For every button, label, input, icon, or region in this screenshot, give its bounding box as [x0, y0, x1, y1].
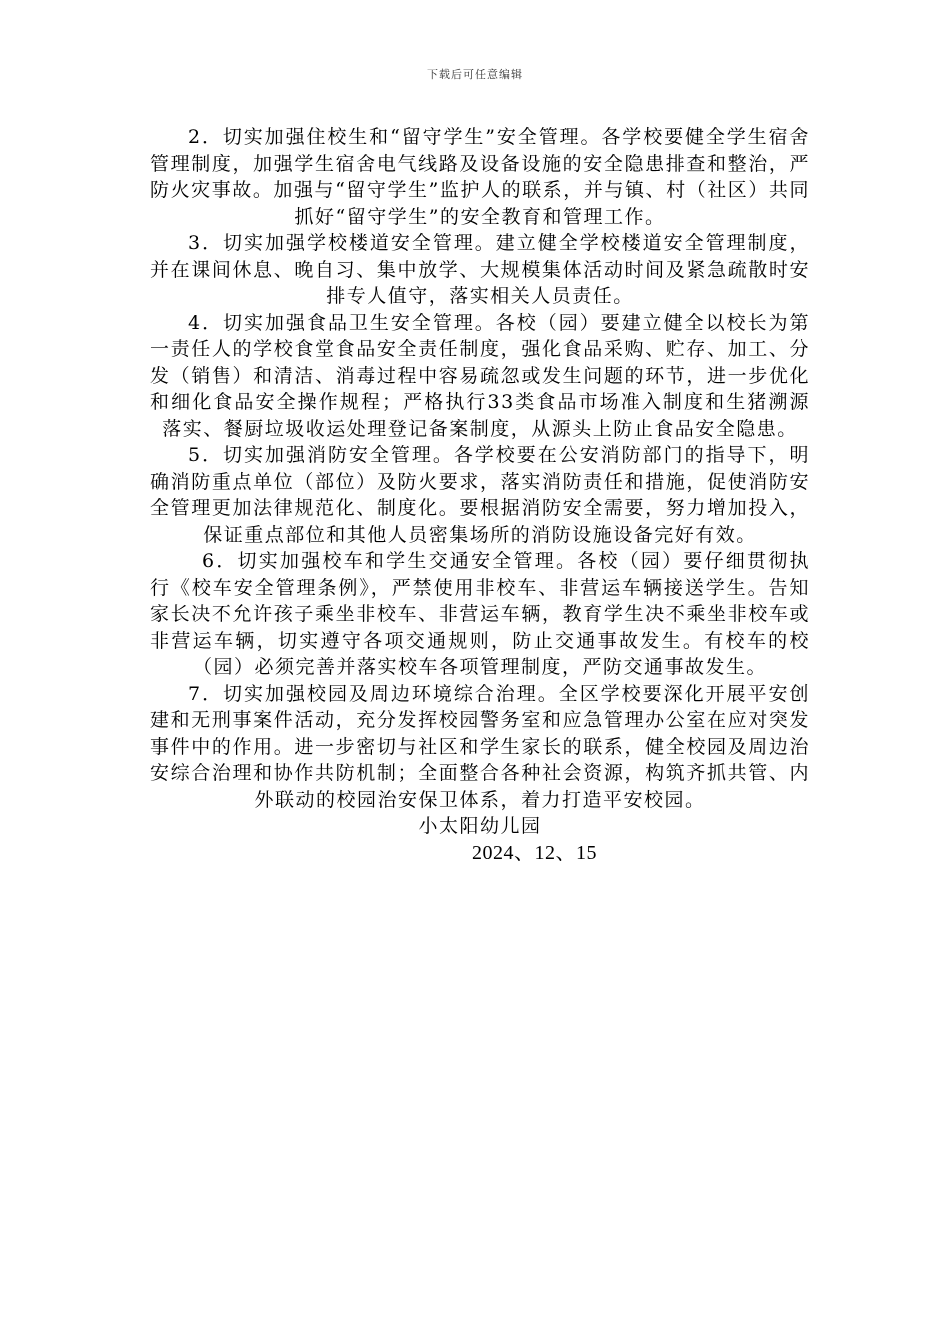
paragraph-item-2: 2．切实加强住校生和“留守学生”安全管理。各学校要健全学生宿舍管理制度，加强学生宿舍电气线路及设备设施的安全隐患排查和整治，严防火灾事故。加强与“留守学生”监护人的联系，并与镇、村（社区）共同抓好“留守学生”的安全教育和管理工作。: [150, 126, 810, 228]
paragraph-item-7: 7．切实加强校园及周边环境综合治理。全区学校要深化开展平安创建和无刑事案件活动，充分发挥校园警务室和应急管理办公室在应对突发事件中的作用。进一步密切与社区和学生家长的联系，健全校园及周边治安综合治理和协作共防机制；全面整合各种社会资源，构筑齐抓共管、内外联动的校园治安保卫体系，着力打造平安校园。: [150, 682, 810, 811]
paragraph-item-4: 4．切实加强食品卫生安全管理。各校（园）要建立健全以校长为第一责任人的学校食堂食品安全责任制度，强化食品采购、贮存、加工、分发（销售）和清洁、消毒过程中容易疏忽或发生问题的环节，进一步优化和细化食品安全操作规程；严格执行33类食品市场准入制度和生猪溯源落实、餐厨垃圾收运处理登记备案制度，从源头上防止食品安全隐患。: [150, 311, 810, 440]
signature-date: 2024、12、15: [472, 841, 597, 864]
signature-organization: 小太阳幼儿园: [418, 815, 542, 837]
paragraph-item-5: 5．切实加强消防安全管理。各学校要在公安消防部门的指导下，明确消防重点单位（部位）及防火要求，落实消防责任和措施，促使消防安全管理更加法律规范化、制度化。要根据消防安全需要，努力增加投入，保证重点部位和其他人员密集场所的消防设施设备完好有效。: [150, 444, 810, 546]
paragraph-item-3: 3．切实加强学校楼道安全管理。建立健全学校楼道安全管理制度，并在课间休息、晚自习、集中放学、大规模集体活动时间及紧急疏散时安排专人值守，落实相关人员责任。: [150, 232, 810, 307]
page-header-note: 下载后可任意编辑: [427, 68, 523, 81]
document-body: [150, 124, 810, 866]
paragraph-item-6: 6．切实加强校车和学生交通安全管理。各校（园）要仔细贯彻执行《校车安全管理条例》，严禁使用非校车、非营运车辆接送学生。告知家长决不允许孩子乘坐非校车、非营运车辆，教育学生决不乘坐非校车或非营运车辆，切实遵守各项交通规则，防止交通事故发生。有校车的校（园）必须完善并落实校车各项管理制度，严防交通事故发生。: [150, 550, 810, 678]
